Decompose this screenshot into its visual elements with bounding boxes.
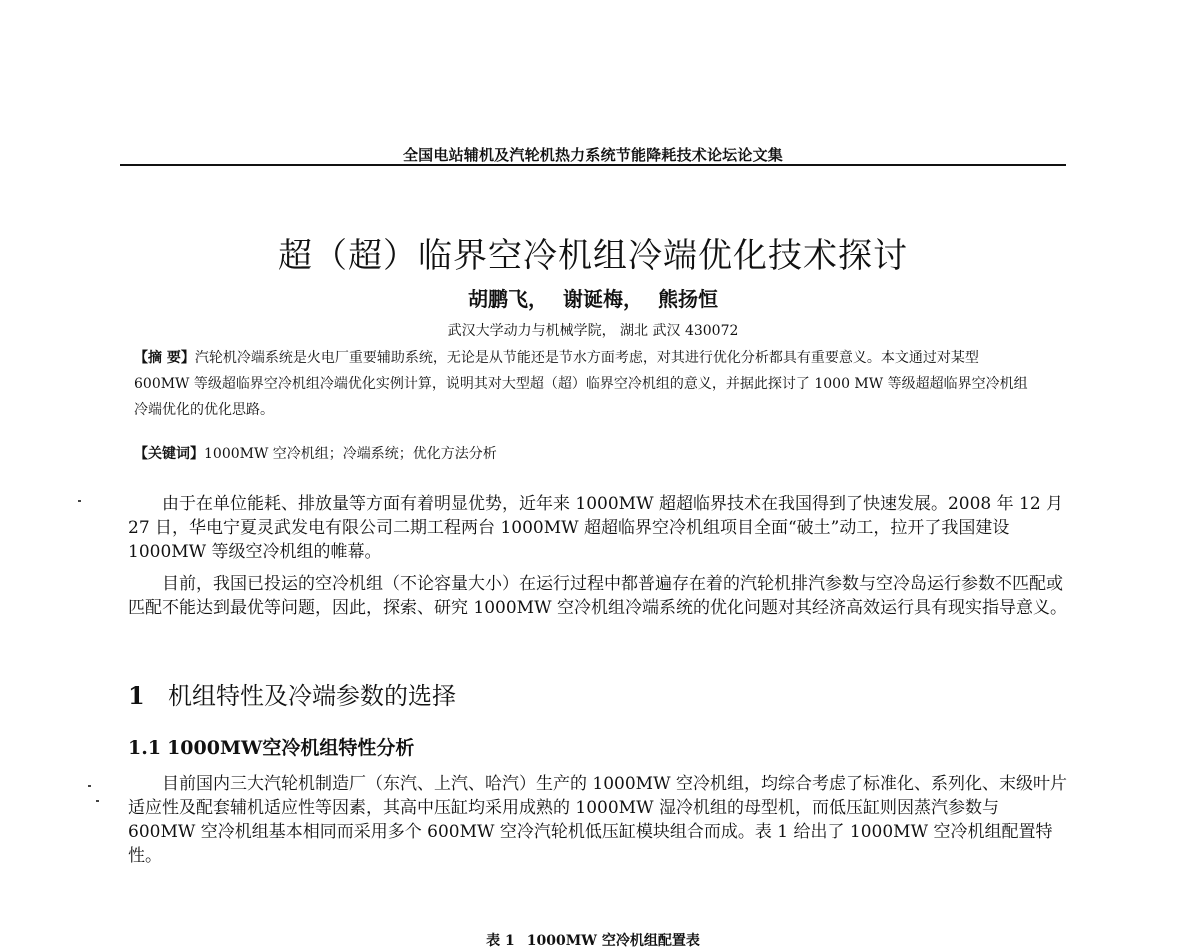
scan-speck <box>88 785 91 787</box>
keywords-text: 1000MW 空冷机组；冷端系统；优化方法分析 <box>204 446 497 462</box>
keywords-label: 【关键词】 <box>134 446 204 462</box>
header-rule <box>120 164 1066 166</box>
keywords <box>134 442 1034 466</box>
running-header: 全国电站辅机及汽轮机热力系统节能降耗技术论坛论文集 <box>402 146 783 164</box>
paper-affiliation: 武汉大学动力与机械学院， 湖北 武汉 430072 <box>447 323 739 339</box>
subsection-number: 1.1 <box>128 737 162 759</box>
table-caption <box>120 930 1066 950</box>
table-title: 1000MW 空冷机组配置表 <box>526 933 700 949</box>
body-paragraph: 目前，我国已投运的空冷机组（不论容量大小）在运行过程中都普遍存在着的汽轮机排汽参数与空冷岛运行参数不匹配或匹配不能达到最优等问题，因此，探索、研究 1000MW 空冷机组冷端系统的优化问题对其经济高效运行具有现实指导意义。 <box>128 574 1067 618</box>
abstract-label: 【摘 要】 <box>134 350 195 366</box>
scan-speck <box>78 500 81 502</box>
abstract <box>134 345 1034 423</box>
body-paragraph: 由于在单位能耗、排放量等方面有着明显优势，近年来 1000MW 超超临界技术在我国得到了快速发展。2008 年 12 月 27 日，华电宁夏灵武发电有限公司二期工程两台 1000MW 超超临界空冷机组项目全面“破土”动工，拉开了我国建设 1000MW 等级空冷机组的帷幕。 <box>128 494 1064 562</box>
section-title: 机组特性及冷端参数的选择 <box>168 682 456 710</box>
section-heading <box>128 676 456 711</box>
abstract-text: 汽轮机冷端系统是火电厂重要辅助系统，无论是从节能还是节水方面考虑，对其进行优化分析都具有重要意义。本文通过对某型 600MW 等级超临界空冷机组冷端优化实例计算，说明其对大型超（超）临界空冷机组的意义，并据此探讨了 1000 MW 等级超超临界空冷机组冷端优化的优化思路。 <box>134 350 1028 418</box>
table-number: 表 1 <box>486 933 515 949</box>
subsection-heading <box>128 733 414 760</box>
paper-authors: 胡鹏飞， 谢诞梅， 熊扬恒 <box>468 287 718 311</box>
body-paragraph: 目前国内三大汽轮机制造厂（东汽、上汽、哈汽）生产的 1000MW 空冷机组，均综合考虑了标准化、系列化、末级叶片适应性及配套辅机适应性等因素，其高中压缸均采用成熟的 1000MW 湿冷机组的母型机，而低压缸则因蒸汽参数与 600MW 空冷机组基本相同而采用多个 600MW 空冷汽轮机低压缸模块组合而成。表 1 给出了 1000MW 空冷机组配置特性。 <box>128 774 1067 866</box>
paper-title: 超（超）临界空冷机组冷端优化技术探讨 <box>278 236 908 276</box>
subsection-title: 1000MW空冷机组特性分析 <box>167 737 415 759</box>
section-number: 1 <box>128 681 145 710</box>
scan-speck <box>96 800 99 802</box>
